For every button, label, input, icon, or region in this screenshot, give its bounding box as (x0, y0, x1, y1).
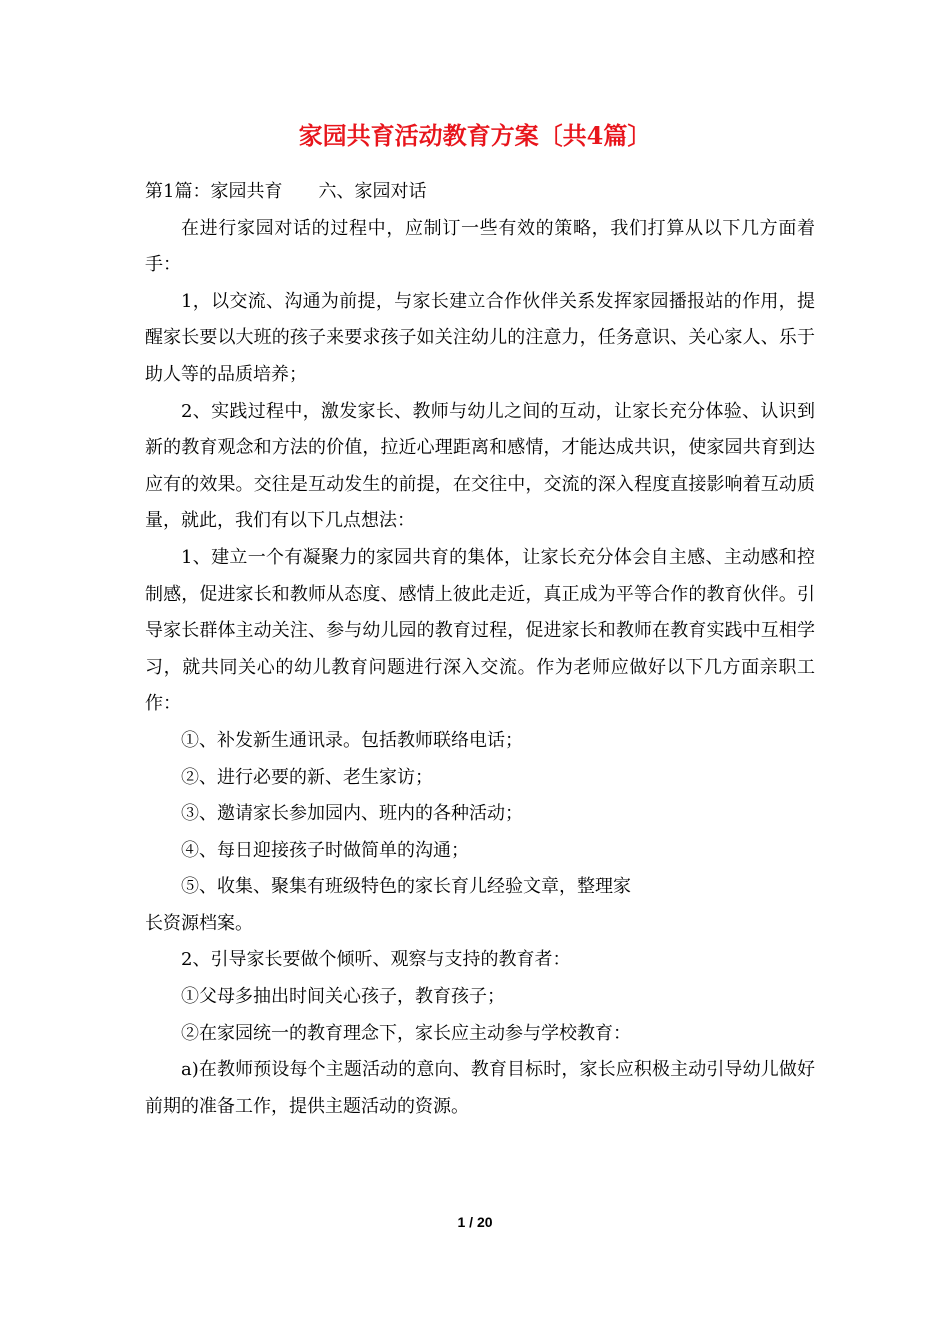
paragraph: 2、实践过程中，激发家长、教师与幼儿之间的互动，让家长充分体验、认识到新的教育观念和方法的价值，拉近心理距离和感情，才能达成共识，使家园共育到达应有的效果。交往是互动发生的前提，在交往中，交流的深入程度直接影响着互动质量，就此，我们有以下几点想法： (145, 400, 815, 532)
section-heading: 第1篇：家园共育 六、家园对话 (145, 181, 427, 202)
paragraph: 1、建立一个有凝聚力的家园共育的集体，让家长充分体会自主感、主动感和控制感，促进家长和教师从态度、感情上彼此走近，真正成为平等合作的教育伙伴。引导家长群体主动关注、参与幼儿园的教育过程，促进家长和教师在教育实践中互相学习，就共同关心的幼儿教育问题进行深入交流。作为老师应做好以下几方面亲职工作： (145, 546, 815, 715)
paragraph: 在进行家园对话的过程中，应制订一些有效的策略，我们打算从以下几方面着手： (145, 217, 815, 276)
paragraph: 2、引导家长要做个倾听、观察与支持的教育者： (181, 949, 571, 971)
document-body (145, 174, 815, 1125)
paragraph: a)在教师预设每个主题活动的意向、教育目标时，家长应积极主动引导幼儿做好前期的准备工作，提供主题活动的资源。 (145, 1059, 815, 1117)
list-item: ②、进行必要的新、老生家访； (181, 766, 433, 788)
list-item: ③、邀请家长参加园内、班内的各种活动； (181, 803, 523, 825)
list-item: ②在家园统一的教育理念下，家长应主动参与学校教育： (181, 1022, 631, 1044)
list-item: ①、补发新生通讯录。包括教师联络电话； (181, 729, 523, 751)
list-item: ①父母多抽出时间关心孩子，教育孩子； (181, 986, 505, 1008)
list-item-continuation: 长资源档案。 (145, 912, 253, 934)
list-item: ④、每日迎接孩子时做简单的沟通； (181, 839, 469, 861)
paragraph: 1，以交流、沟通为前提，与家长建立合作伙伴关系发挥家园播报站的作用，提醒家长要以大班的孩子来要求孩子如关注幼儿的注意力，任务意识、关心家人、乐于助人等的品质培养； (145, 290, 815, 385)
page-number: 1 / 20 (457, 1214, 493, 1230)
document-title: 家园共育活动教育方案〔共4篇〕 (298, 121, 652, 150)
list-item: ⑤、收集、聚集有班级特色的家长育儿经验文章，整理家 (181, 876, 631, 898)
